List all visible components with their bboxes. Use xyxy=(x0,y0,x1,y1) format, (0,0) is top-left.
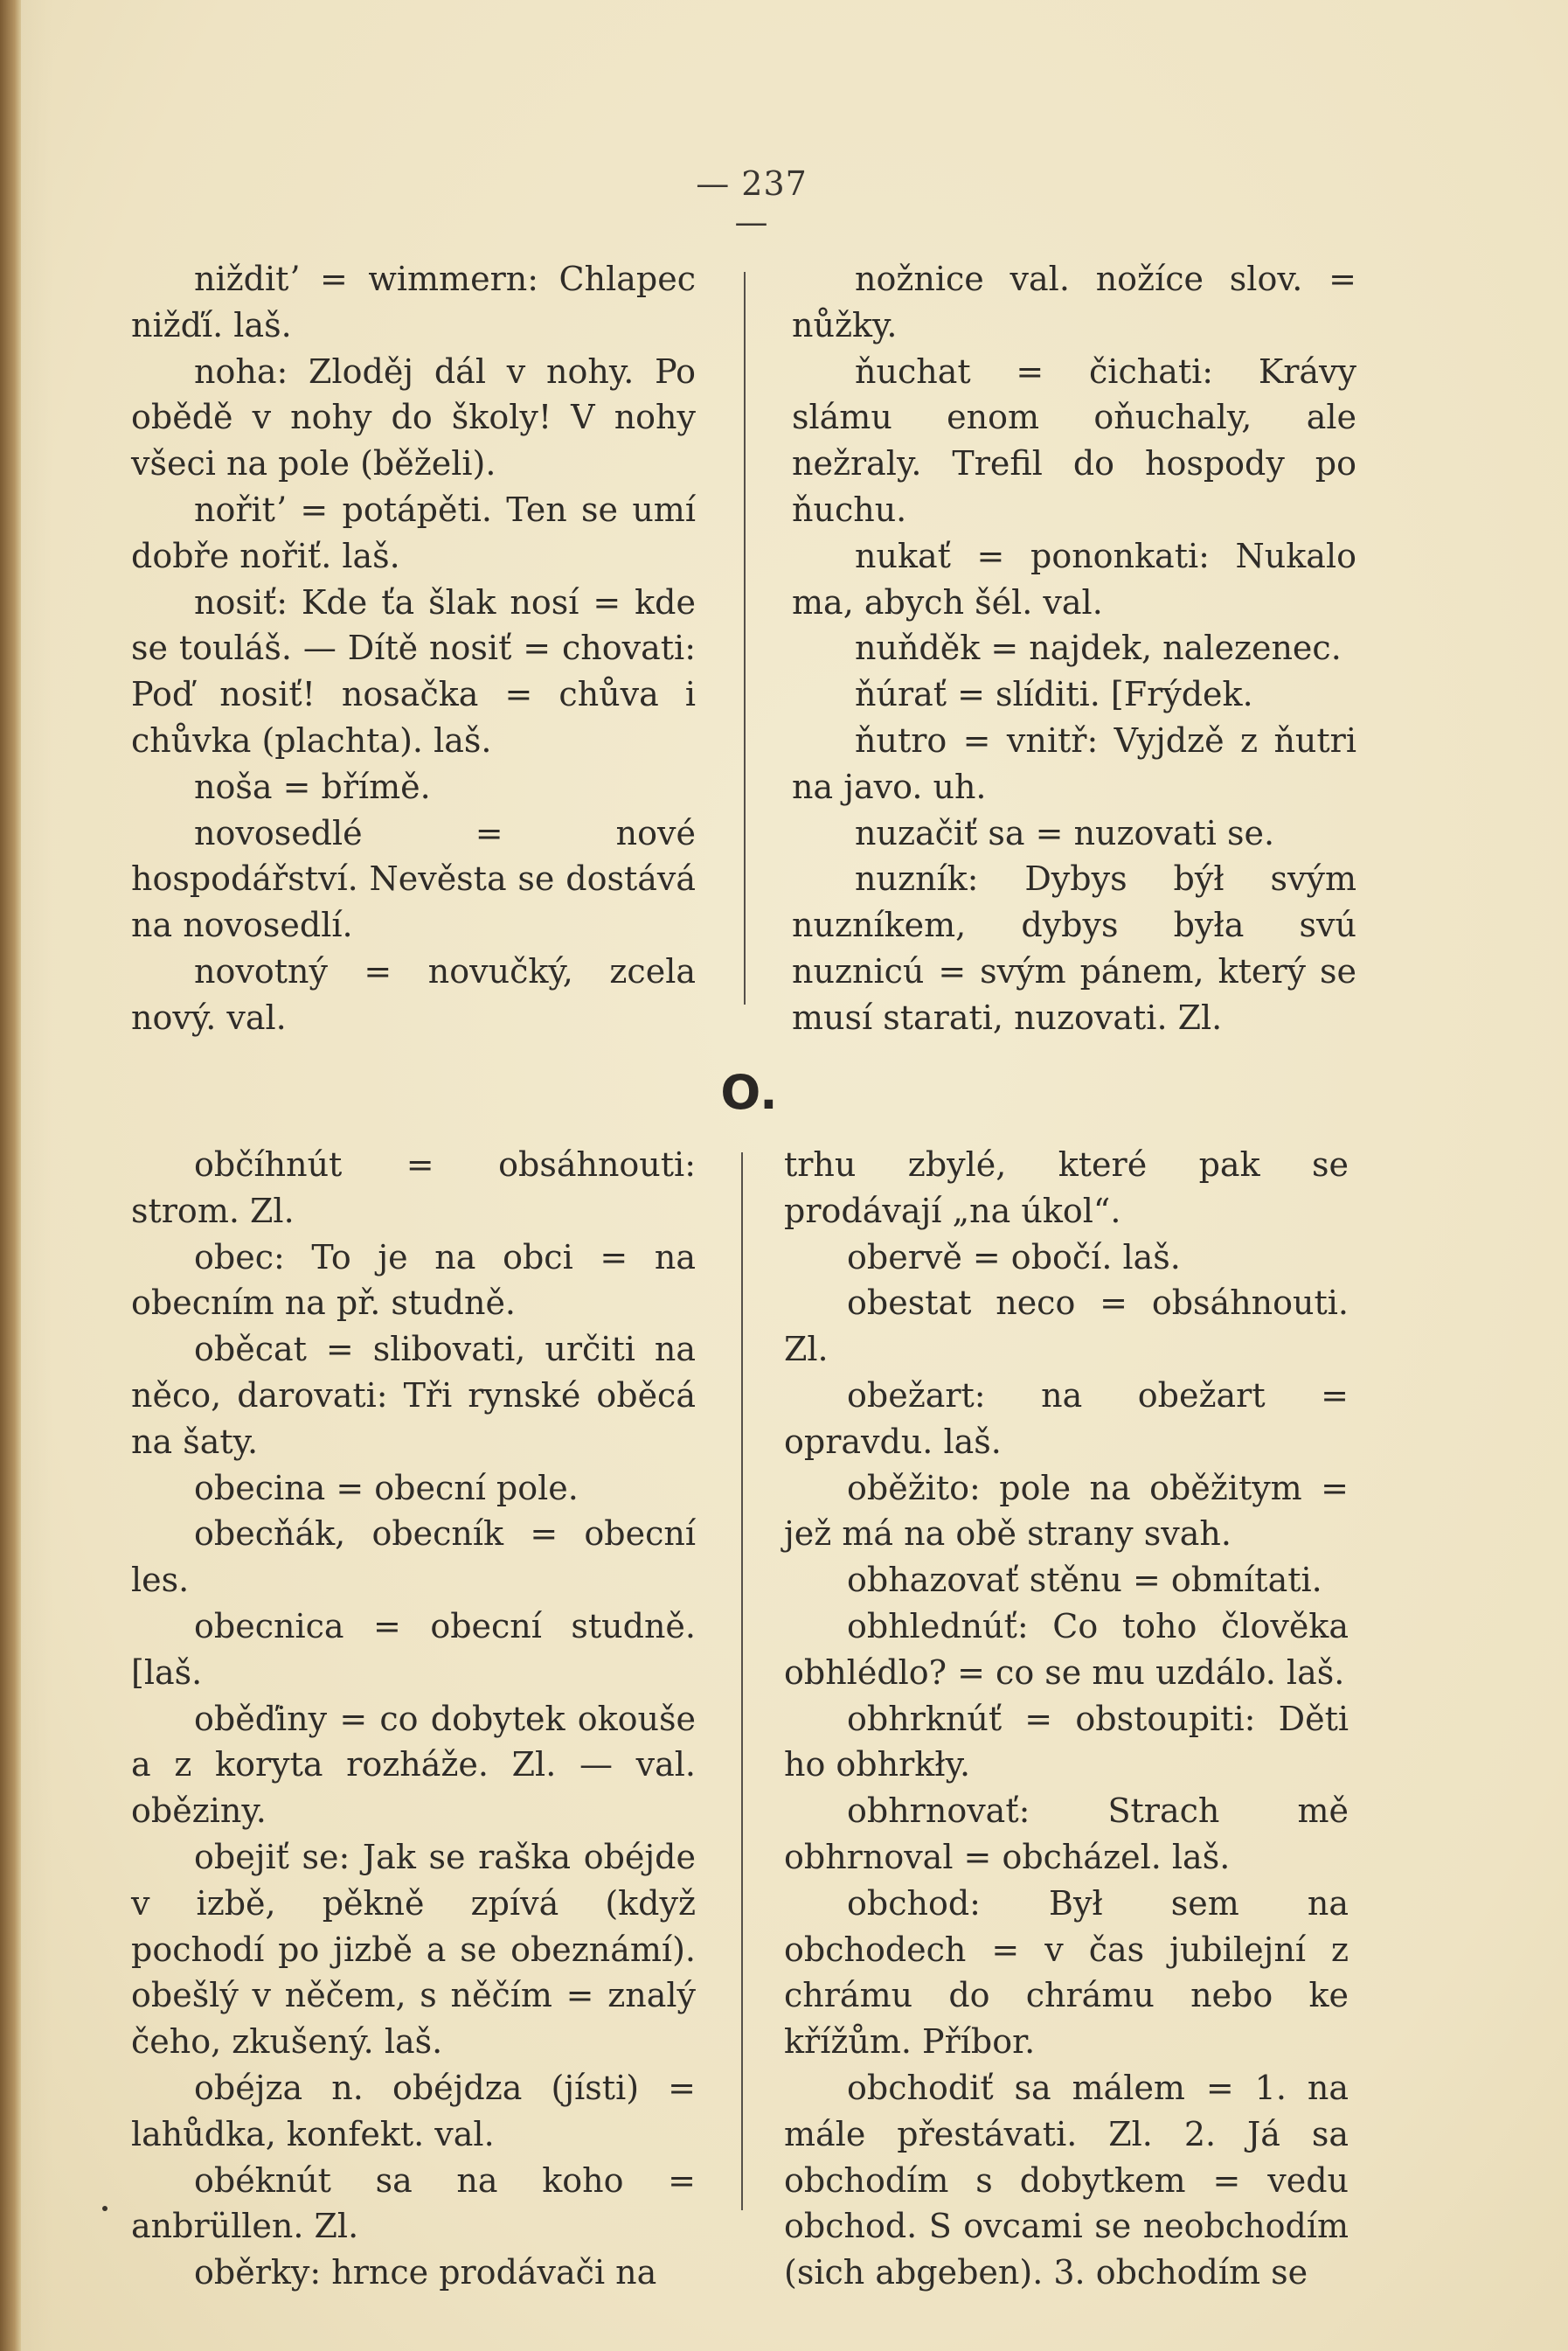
dictionary-entry: nuzník: Dybys býł svým nuzníkem, dybys była svú nuznicú = svým pánem, který se musí starati, nuzovati. Zl. xyxy=(792,859,1356,1037)
column-divider-top xyxy=(744,272,746,1005)
column-top-right xyxy=(792,256,1356,1041)
dictionary-entry: oběrky: hrnce prodávači na xyxy=(194,2253,657,2292)
dictionary-entry: občíhnút = obsáhnouti: strom. Zl. xyxy=(131,1145,696,1230)
dictionary-entry: novotný = novučký, zcela nový. val. xyxy=(131,951,696,1037)
dictionary-entry: novosedlé = nové hospodářství. Nevěsta se dostává na novosedlí. xyxy=(131,813,696,945)
dictionary-entry: obejiť se: Jak se raška obéjde v izbě, pěkně zpívá (když pochodí po jizbě a se obeznámí). obešlý v něčem, s něčím = znalý čeho, zkušený. laš. xyxy=(131,1837,696,2062)
column-bottom-left xyxy=(131,1142,696,2296)
dictionary-entry: obežart: na obežart = opravdu. laš. xyxy=(784,1375,1349,1461)
dictionary-entry: ňutro = vnitř: Vyjdzě z ňutri na javo. uh. xyxy=(792,720,1356,806)
dictionary-entry: oběcat = slibovati, určiti na něco, darovati: Tři rynské oběcá na šaty. xyxy=(131,1330,696,1461)
dictionary-entry: nukať = pononkati: Nukalo ma, abych šél. val. xyxy=(792,536,1356,622)
dictionary-entry: obecina = obecní pole. xyxy=(194,1468,579,1507)
dictionary-entry: obhrknúť = obstoupiti: Děti ho obhrkły. xyxy=(784,1699,1349,1784)
dictionary-entry: nižditʼ = wimmern: Chlapec nižďí. laš. xyxy=(131,260,696,344)
book-spine xyxy=(0,0,21,2351)
column-top-left xyxy=(131,256,696,1041)
dictionary-entry: nuzačiť sa = nuzovati se. xyxy=(855,813,1275,852)
page-number: — 237 — xyxy=(696,164,808,241)
dictionary-entry: obestat neco = obsáhnouti. Zl. xyxy=(784,1283,1349,1369)
dictionary-entry: ňuchat = čichati: Krávy slámu enom oňuchaly, ale nežraly. Trefil do hospody po ňuchu. xyxy=(792,351,1356,529)
dictionary-entry: obecňák, obecník = obecní les. xyxy=(131,1514,696,1600)
dictionary-entry: ňúrať = slíditi. [Frýdek. xyxy=(855,675,1253,714)
dictionary-entry: oběďiny = co dobytek okouše a z koryta rozháže. Zl. — val. oběziny. xyxy=(131,1699,696,1831)
dictionary-entry: obec: To je na obci = na obecním na př. studně. xyxy=(131,1237,696,1323)
dictionary-entry: obhrnovať: Strach mě obhrnoval = obcházel. laš. xyxy=(784,1791,1349,1876)
dictionary-entry: trhu zbylé, které pak se prodávají „na úkol“. xyxy=(784,1145,1349,1230)
dictionary-entry: obervě = obočí. laš. xyxy=(847,1237,1181,1276)
dictionary-entry: obchodiť sa málem = 1. na mále přestávati. Zl. 2. Já sa obchodím s dobytkem = vedu obchod. S ovcami se neobchodím (sich abgeben). 3. obchodím se xyxy=(784,2068,1349,2292)
dictionary-entry: obhlednúť: Co toho člověka obhlédlo? = co se mu uzdálo. laš. xyxy=(784,1606,1349,1692)
dictionary-entry: nožnice val. nožíce slov. = nůžky. xyxy=(792,260,1356,344)
section-letter: O. xyxy=(720,1065,778,1120)
dictionary-entry: obéknút sa na koho = anbrüllen. Zl. xyxy=(131,2160,696,2246)
ink-speck xyxy=(102,2206,108,2211)
dictionary-entry: obhazovať stěnu = obmítati. xyxy=(847,1561,1322,1600)
column-divider-bottom xyxy=(741,1152,743,2210)
dictionary-entry: obéjza n. obéjdza (jísti) = lahůdka, konfekt. val. xyxy=(131,2068,696,2153)
column-bottom-right xyxy=(784,1142,1349,2296)
dictionary-entry: nořitʼ = potápěti. Ten se umí dobře nořiť. laš. xyxy=(131,490,696,575)
dictionary-entry: obecnica = obecní studně. [laš. xyxy=(131,1606,696,1692)
dictionary-entry: nosiť: Kde ťa šlak nosí = kde se touláš. — Dítě nosiť = chovati: Poď nosiť! nosačka = chůva i chůvka (plachta). laš. xyxy=(131,582,696,760)
dictionary-entry: obchod: Był sem na obchodech = v čas jubilejní z chrámu do chrámu nebo ke křížům. Příbor. xyxy=(784,1883,1349,2062)
dictionary-entry: nuňděk = najdek, nalezenec. xyxy=(855,629,1342,668)
dictionary-entry: noša = břímě. xyxy=(194,767,431,806)
dictionary-entry: oběžito: pole na oběžitym = jež má na obě strany svah. xyxy=(784,1468,1349,1554)
dictionary-entry: noha: Zloděj dál v nohy. Po obědě v nohy do školy! V nohy všeci na pole (běželi). xyxy=(131,351,696,483)
